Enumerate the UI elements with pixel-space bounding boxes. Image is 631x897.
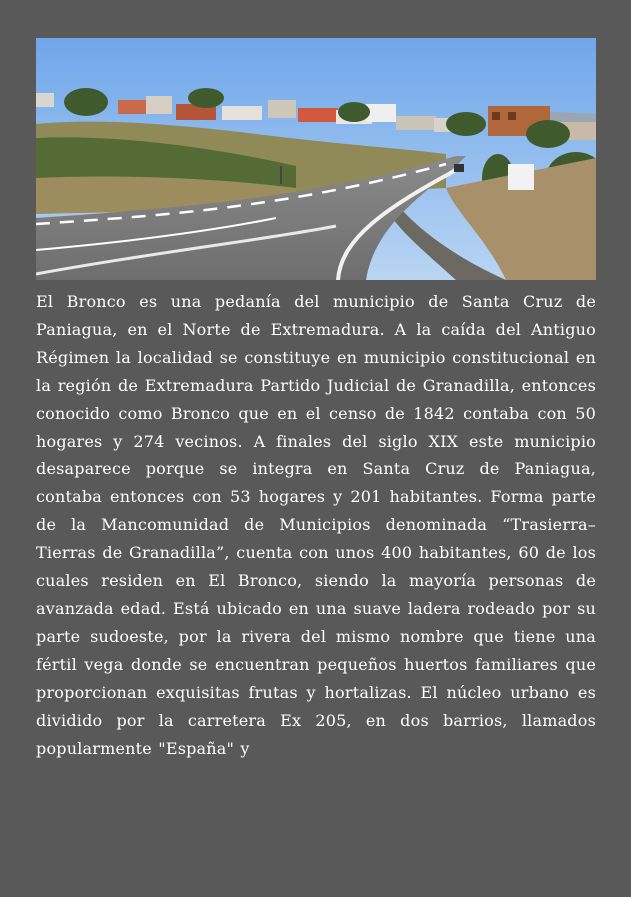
- article-paragraph: El Bronco es una pedanía del municipio de Santa Cruz de Paniagua, en el Norte de Extremadura. A la caída del Antiguo Régimen la localidad se constituye en municipio constitucional en la región de Extremadura Partido Judicial de Granadilla, entonces conocido como Bronco que en el censo de 1842 contaba con 50 hogares y 274 vecinos. A finales del siglo XIX este municipio desaparece porque se integra en Santa Cruz de Paniagua, contaba entonces con 53 hogares y 201 habitantes. Forma parte de la Mancomunidad de Municipios denominada “Trasierra–Tierras de Granadilla”, cuenta con unos 400 habitantes, 60 de los cuales residen en El Bronco, siendo la mayoría personas de avanzada edad. Está ubicado en una suave ladera rodeado por su parte sudoeste, por la rivera del mismo nombre que tiene una fértil vega donde se encuentran pequeños huertos familiares que proporcionan exquisitas frutas y hortalizas. El núcleo urbano es dividido por la carretera Ex 205, en dos barrios, llamados popularmente "España" y: [36, 292, 596, 758]
- village-road-photo: [36, 38, 596, 280]
